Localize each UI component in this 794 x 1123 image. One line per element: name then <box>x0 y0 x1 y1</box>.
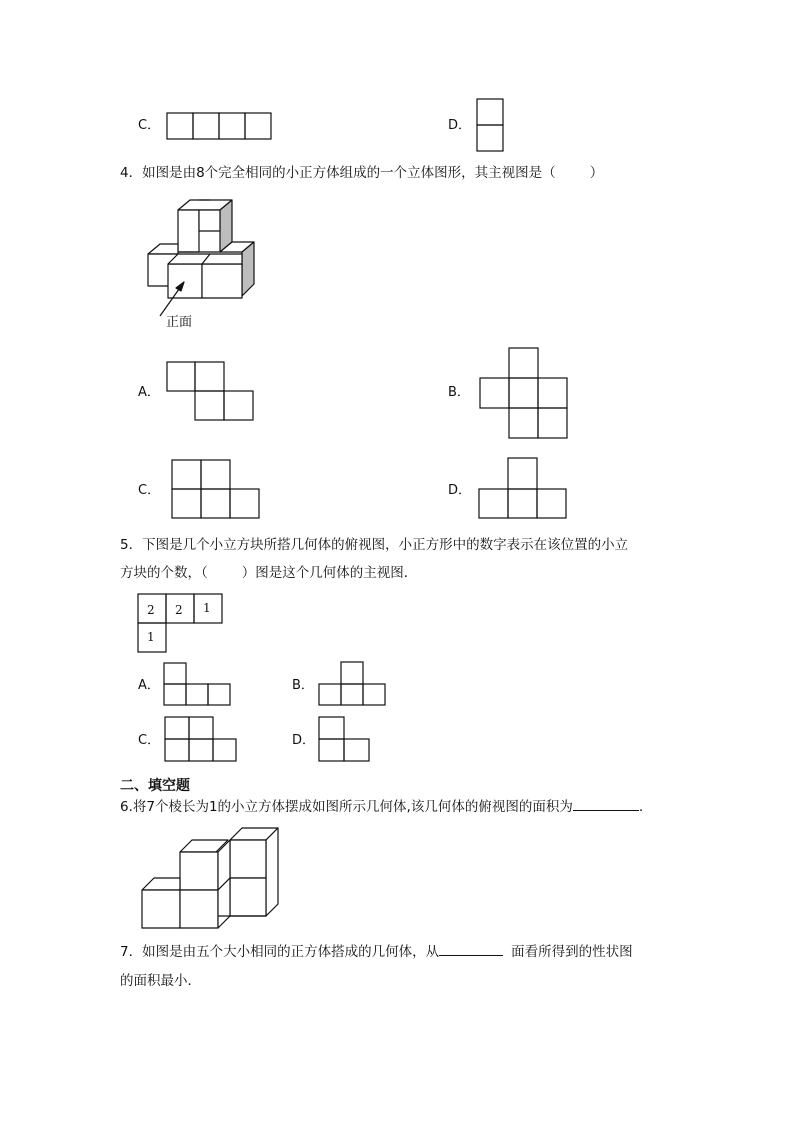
q6-question <box>120 796 643 817</box>
q4-option-c-label: C． <box>138 483 161 498</box>
q7-line1-a: 7．如图是由五个大小相同的正方体搭成的几何体，从 <box>120 944 440 960</box>
q7-question-line1 <box>120 941 633 962</box>
q6-answer-blank[interactable] <box>573 796 639 811</box>
q6-end: . <box>638 799 644 815</box>
q7-question-line2: 的面积最小． <box>120 973 201 989</box>
q4-option-b-label: B． <box>448 385 470 400</box>
q5-grid-cell-2: 2 <box>175 603 183 617</box>
q3-option-d-label: D． <box>448 118 472 133</box>
q4-option-c-figure <box>171 459 263 521</box>
q4-option-a-label: A． <box>138 385 160 400</box>
q3-option-c-figure <box>166 112 274 140</box>
q5-option-b-figure <box>318 661 390 707</box>
q7-answer-blank[interactable] <box>439 941 503 956</box>
q5-line2-a: 方块的个数，（ <box>120 565 208 581</box>
q4-option-d-figure <box>478 457 570 521</box>
q5-top-view-grid <box>137 593 227 655</box>
q5-option-a-figure <box>163 662 235 708</box>
q4-option-d-label: D． <box>448 483 472 498</box>
q4-text: 如图是由8个完全相同的小正方体组成的一个立体图形，其主视图是（ <box>142 165 556 181</box>
q4-front-caption: 正面 <box>166 315 193 330</box>
q5-option-a-label: A． <box>138 678 160 693</box>
q6-solid-figure <box>140 826 280 932</box>
q5-line2-b: ）图是这个几何体的主视图． <box>241 565 418 581</box>
q5-question-line2 <box>120 563 417 583</box>
q5-option-b-label: B． <box>292 678 314 693</box>
q5-option-c-label: C． <box>138 733 161 748</box>
q4-question <box>120 163 603 183</box>
q4-text-end: ） <box>589 165 604 181</box>
q4-option-a-figure <box>166 361 256 423</box>
q6-text: 6.将7个棱长为1的小立方体摆成如图所示几何体,该几何体的俯视图的面积为 <box>120 799 573 815</box>
q5-grid-cell-1: 2 <box>147 603 155 617</box>
q4-option-b-figure <box>479 347 571 441</box>
q5-line1: 下图是几个小立方块所搭几何体的俯视图，小正方形中的数字表示在该位置的小立 <box>142 537 629 553</box>
q3-option-d-figure <box>476 98 506 154</box>
q5-option-d-label: D． <box>292 733 316 748</box>
q7-line1-b: 面看所得到的性状图 <box>511 944 633 960</box>
q5-question-line1 <box>120 535 628 555</box>
q5-grid-cell-4: 1 <box>147 630 155 644</box>
q4-number: 4． <box>120 165 143 181</box>
q5-option-d-figure <box>318 716 374 764</box>
q5-number: 5． <box>120 537 143 553</box>
section-title-fill-in: 二、填空题 <box>120 778 190 794</box>
q5-grid-cell-3: 1 <box>203 601 211 615</box>
q5-option-c-figure <box>164 716 240 764</box>
q4-solid-figure <box>140 196 270 336</box>
q3-option-c-label: C． <box>138 118 161 133</box>
